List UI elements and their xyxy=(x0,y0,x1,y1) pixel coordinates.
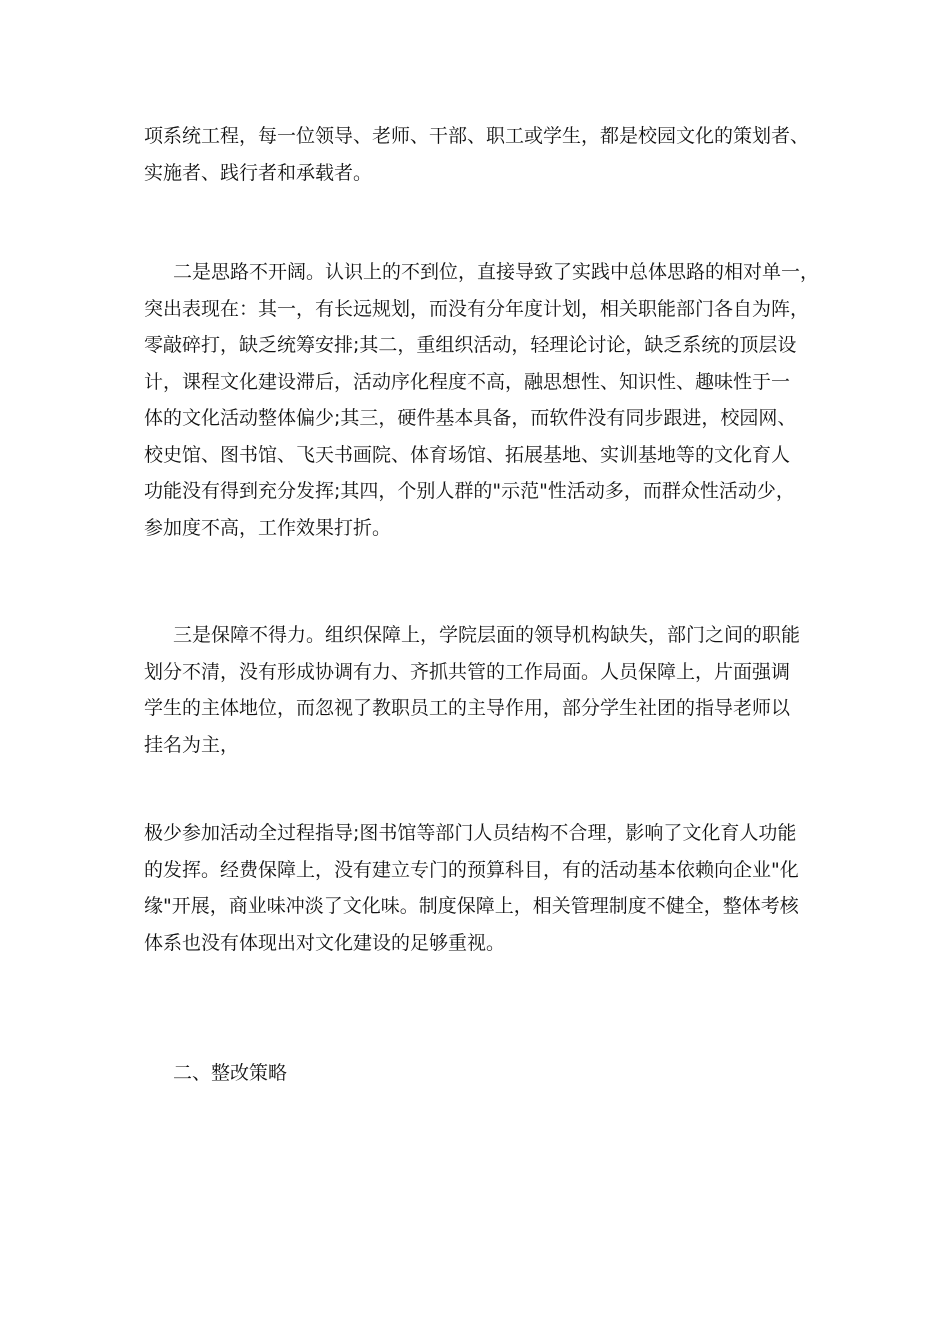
text-line: 体的文化活动整体偏少;其三，硬件基本具备，而软件没有同步跟进，校园网、 xyxy=(144,407,797,429)
text-line: 的发挥。经费保障上，没有建立专门的预算科目，有的活动基本依赖向企业"化 xyxy=(144,858,799,881)
text-line: 项系统工程，每一位领导、老师、干部、职工或学生，都是校园文化的策划者、 xyxy=(144,125,810,147)
text-line: 功能没有得到充分发挥;其四，个别人群的"示范"性活动多，而群众性活动少， xyxy=(144,480,795,502)
text-line: 零敲碎打，缺乏统筹安排;其二，重组织活动，轻理论讨论，缺乏系统的顶层设 xyxy=(144,334,797,356)
text-line: 挂名为主， xyxy=(144,733,240,756)
text-line: 划分不清，没有形成协调有力、齐抓共管的工作局面。人员保障上，片面强调 xyxy=(144,660,791,683)
text-line: 参加度不高，工作效果打折。 xyxy=(144,516,392,539)
text-line: 校史馆、图书馆、飞天书画院、体育场馆、拓展基地、实训基地等的文化育人 xyxy=(144,443,791,466)
text-line: 突出表现在：其一，有长远规划，而没有分年度计划，相关职能部门各自为阵， xyxy=(144,297,810,320)
paragraph-continuation xyxy=(144,118,814,191)
text-line: 实施者、践行者和承载者。 xyxy=(144,161,373,184)
text-line: 体系也没有体现出对文化建设的足够重视。 xyxy=(144,931,506,954)
heading-text: 二、整改策略 xyxy=(173,1062,288,1084)
text-line: 三是保障不得力。组织保障上，学院层面的领导机构缺失，部门之间的职能 xyxy=(173,624,801,646)
text-line: 计，课程文化建设滞后，活动序化程度不高，融思想性、知识性、趣味性于一 xyxy=(144,370,791,393)
text-line: 学生的主体地位，而忽视了教职员工的主导作用，部分学生社团的指导老师以 xyxy=(144,697,791,719)
paragraph-approach xyxy=(144,254,820,546)
paragraph-guarantee-continued xyxy=(144,815,814,961)
text-line: 极少参加活动全过程指导;图书馆等部门人员结构不合理，影响了文化育人功能 xyxy=(144,822,797,844)
text-line: 缘"开展，商业味冲淡了文化味。制度保障上，相关管理制度不健全，整体考核 xyxy=(144,895,799,917)
text-line: 二是思路不开阔。认识上的不到位，直接导致了实践中总体思路的相对单一， xyxy=(173,261,820,283)
paragraph-guarantee xyxy=(144,617,814,763)
section-heading xyxy=(144,1055,814,1092)
